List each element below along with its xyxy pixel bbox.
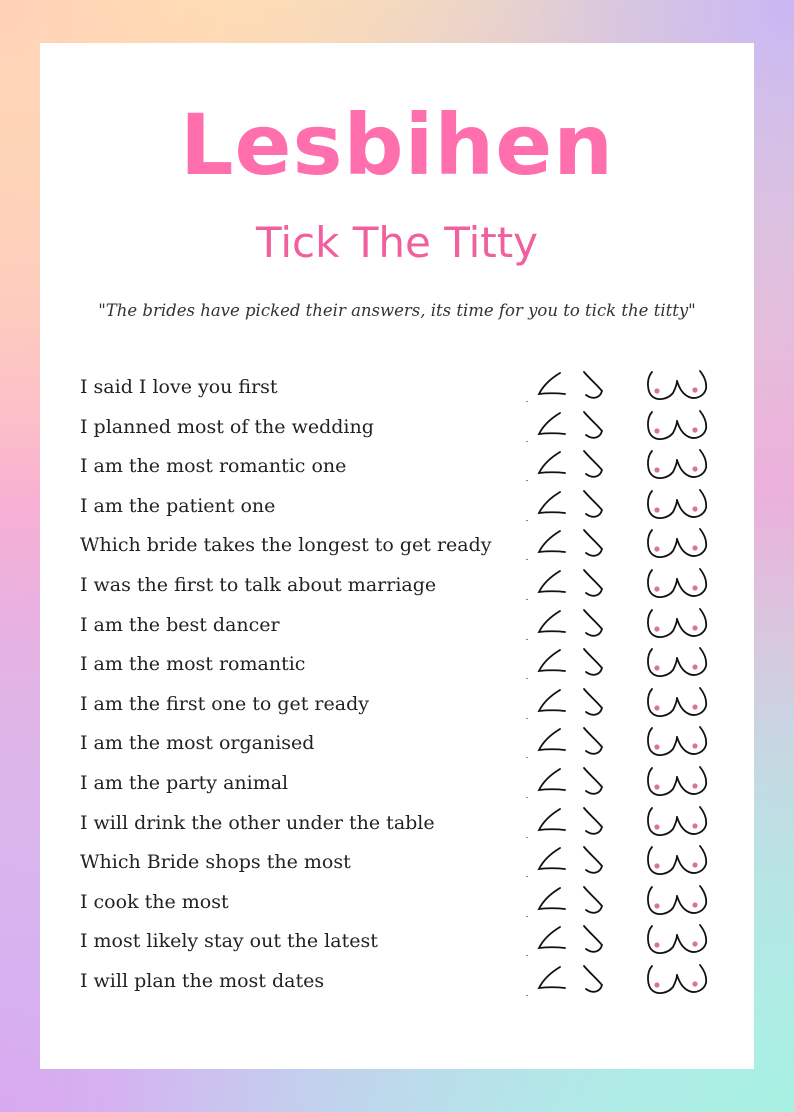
tick-mark — [526, 639, 528, 640]
open-breasts-icon[interactable] — [534, 921, 604, 957]
breasts-icon[interactable] — [644, 723, 708, 759]
page-subtitle: Tick The Titty — [255, 218, 539, 267]
question-text: I cook the most — [80, 890, 229, 913]
open-breasts-icon[interactable] — [534, 367, 604, 403]
breasts-icon[interactable] — [644, 882, 708, 918]
breasts-icon[interactable] — [644, 961, 708, 997]
open-breasts-icon[interactable] — [534, 446, 604, 482]
question-text: I am the patient one — [80, 494, 276, 517]
question-list — [40, 367, 754, 1001]
breasts-icon[interactable] — [644, 486, 708, 522]
breasts-icon[interactable] — [644, 565, 708, 601]
question-text: I will plan the most dates — [80, 969, 325, 992]
open-breasts-icon[interactable] — [534, 605, 604, 641]
question-text: I am the first one to get ready — [80, 692, 369, 715]
open-breasts-icon[interactable] — [534, 565, 604, 601]
tick-mark — [526, 955, 528, 956]
tick-mark — [526, 718, 528, 719]
question-row — [40, 367, 754, 407]
tick-mark — [526, 876, 528, 877]
question-row — [40, 882, 754, 922]
tick-mark — [526, 916, 528, 917]
question-row — [40, 723, 754, 763]
question-row — [40, 407, 754, 447]
question-row — [40, 803, 754, 843]
instructions-quote: "The brides have picked their answers, its time for you to tick the titty" — [98, 301, 696, 320]
game-card — [40, 43, 754, 1069]
open-breasts-icon[interactable] — [534, 723, 604, 759]
open-breasts-icon[interactable] — [534, 763, 604, 799]
question-row — [40, 684, 754, 724]
question-row — [40, 486, 754, 526]
open-breasts-icon[interactable] — [534, 486, 604, 522]
breasts-icon[interactable] — [644, 803, 708, 839]
question-row — [40, 763, 754, 803]
tick-mark — [526, 401, 528, 402]
open-breasts-icon[interactable] — [534, 842, 604, 878]
question-text: I planned most of the wedding — [80, 415, 374, 438]
question-text: Which bride takes the longest to get ready — [80, 534, 492, 557]
question-row — [40, 842, 754, 882]
breasts-icon[interactable] — [644, 525, 708, 561]
breasts-icon[interactable] — [644, 605, 708, 641]
breasts-icon[interactable] — [644, 407, 708, 443]
question-row — [40, 525, 754, 565]
open-breasts-icon[interactable] — [534, 961, 604, 997]
breasts-icon[interactable] — [644, 763, 708, 799]
tick-mark — [526, 757, 528, 758]
question-text: Which Bride shops the most — [80, 851, 351, 874]
tick-mark — [526, 441, 528, 442]
question-text: I am the most romantic — [80, 653, 306, 676]
question-text: I am the most organised — [80, 732, 315, 755]
question-text: I am the most romantic one — [80, 455, 347, 478]
tick-mark — [526, 797, 528, 798]
question-text: I am the party animal — [80, 771, 289, 794]
question-text: I am the best dancer — [80, 613, 280, 636]
open-breasts-icon[interactable] — [534, 644, 604, 680]
question-text: I will drink the other under the table — [80, 811, 435, 834]
open-breasts-icon[interactable] — [534, 525, 604, 561]
question-row — [40, 961, 754, 1001]
tick-mark — [526, 520, 528, 521]
open-breasts-icon[interactable] — [534, 684, 604, 720]
question-text: I said I love you first — [80, 376, 278, 398]
breasts-icon[interactable] — [644, 921, 708, 957]
question-row — [40, 446, 754, 486]
open-breasts-icon[interactable] — [534, 407, 604, 443]
breasts-icon[interactable] — [644, 446, 708, 482]
open-breasts-icon[interactable] — [534, 803, 604, 839]
question-row — [40, 605, 754, 645]
tick-mark — [526, 837, 528, 838]
question-text: I was the first to talk about marriage — [80, 573, 437, 596]
open-breasts-icon[interactable] — [534, 882, 604, 918]
tick-mark — [526, 678, 528, 679]
breasts-icon[interactable] — [644, 367, 708, 403]
question-row — [40, 644, 754, 684]
breasts-icon[interactable] — [644, 644, 708, 680]
tick-mark — [526, 559, 528, 560]
tick-mark — [526, 480, 528, 481]
tick-mark — [526, 599, 528, 600]
question-row — [40, 565, 754, 605]
question-row — [40, 921, 754, 961]
breasts-icon[interactable] — [644, 684, 708, 720]
page-title: Lesbihen — [180, 96, 614, 194]
breasts-icon[interactable] — [644, 842, 708, 878]
question-text: I most likely stay out the latest — [80, 930, 378, 953]
tick-mark — [526, 995, 528, 996]
